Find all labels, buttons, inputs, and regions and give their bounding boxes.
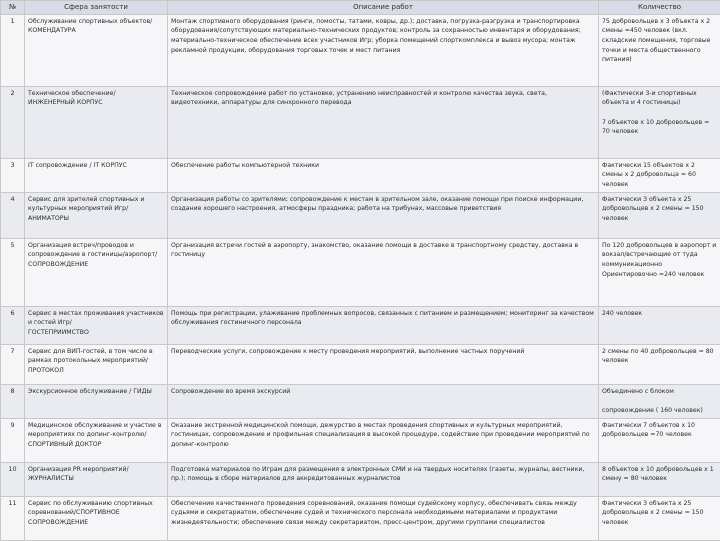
header-description: Описание работ: [168, 1, 599, 15]
row-quantity: Фактически 3 объекта х 25 добровольцев х 2 смены = 150 человек: [599, 496, 720, 540]
table-row: [1, 418, 720, 462]
row-sphere: Сервис для зрителей спортивных и культурных мероприятий Игр/ АНИМАТОРЫ: [25, 192, 168, 238]
table-row: [1, 14, 720, 86]
row-quantity: 240 человек: [599, 306, 720, 344]
row-sphere: Медицинское обслуживание и участие в мероприятиях по допинг-контролю/СПОРТИВНЫЙ ДОКТОР: [25, 418, 168, 462]
row-description: Монтаж спортивного оборудования (ринги, помосты, татами, ковры, др.); доставка, погрузка-разгрузка и транспортировка оборудования/сопутствующих материально-технических продуктов; контроль за сохранностью инвентаря и оборудования; материально-техническое обеспечение всех участников Игр; уборка помещений спорткомплекса и вывоз мусора; монтаж рекламной продукции, оборудования торговых точек и мест питания: [168, 14, 599, 86]
row-num: 6: [1, 306, 25, 344]
row-num: 7: [1, 344, 25, 384]
row-num: 3: [1, 158, 25, 192]
row-quantity: Фактически 3 объекта х 25 добровольцев х 2 смены = 150 человек: [599, 192, 720, 238]
header-quantity: Количество: [599, 1, 720, 15]
row-sphere: Обслуживание спортивных объектов/ КОМЕНДАТУРА: [25, 14, 168, 86]
row-quantity: 2 смены по 40 добровольцев = 80 человек: [599, 344, 720, 384]
row-description: Организация работы со зрителями; сопровождение к местам в зрительном зале, оказание помощи при поиске информации, создание хорошего настроения, атмосферы праздника; работа на трибунах, массовые приветствия: [168, 192, 599, 238]
header-num: №: [1, 1, 25, 15]
row-description: Оказание экстренной медицинской помощи, дежурство в местах проведения спортивных и культурных мероприятий, гостиницах, сопровождение и профильная специализация в высокой процедуре, содействие при проведении мероприятий по допинг-контролю: [168, 418, 599, 462]
row-quantity: 8 объектов х 10 добровольцев х 1 смену = 80 человек: [599, 462, 720, 496]
row-description: Техническое сопровождение работ по установке, устранению неисправностей и контролю качества звука, света, видеотехники, аппаратуры для синхронного перевода: [168, 86, 599, 158]
table-row: [1, 344, 720, 384]
row-num: 1: [1, 14, 25, 86]
row-num: 8: [1, 384, 25, 418]
row-description: Сопровождение во время экскурсий: [168, 384, 599, 418]
row-sphere: Сервис для ВИП-гостей, в том числе в рамках протокольных мероприятий/ПРОТОКОЛ: [25, 344, 168, 384]
row-sphere: Организация PR мероприятий/ ЖУРНАЛИСТЫ: [25, 462, 168, 496]
row-quantity: По 120 добровольцев в аэропорт и вокзал/встречающие от туда коммуникационно Ориентировочно =240 человек: [599, 238, 720, 306]
table-row: [1, 192, 720, 238]
table-row: [1, 158, 720, 192]
row-num: 11: [1, 496, 25, 540]
table-row: [1, 86, 720, 158]
row-num: 9: [1, 418, 25, 462]
row-description: Обеспечение работы компьютерной техники: [168, 158, 599, 192]
row-quantity: Фактически 15 объектов х 2 смены х 2 добровольца = 60 человек: [599, 158, 720, 192]
row-description: Переводческие услуги, сопровождение к месту проведения мероприятий, выполнение частных поручений: [168, 344, 599, 384]
row-description: Помощь при регистрации, улаживание проблемных вопросов, связанных с питанием и размещением; мониторинг за качеством обслуживания гостиничного персонала: [168, 306, 599, 344]
table-row: [1, 462, 720, 496]
row-sphere: Сервис в местах проживания участников и гостей Игр/ ГОСТЕПРИИМСТВО: [25, 306, 168, 344]
row-num: 2: [1, 86, 25, 158]
row-sphere: Экскурсионное обслуживание / ГИДЫ: [25, 384, 168, 418]
row-quantity: (Фактически 3-и спортивных объекта и 4 гостиницы) 7 объектов х 10 добровольцев = 70 человек: [599, 86, 720, 158]
row-num: 5: [1, 238, 25, 306]
row-sphere: Организация встреч/проводов и сопровождение в гостиницы/аэропорт/ СОПРОВОЖДЕНИЕ: [25, 238, 168, 306]
header-sphere: Сфера занятости: [25, 1, 168, 15]
row-num: 10: [1, 462, 25, 496]
table-row: [1, 384, 720, 418]
row-quantity: 75 добровольцев х 3 объекта х 2 смены =450 человек (вкл. складские помещения, торговые точки и места общественного питания): [599, 14, 720, 86]
row-description: Организация встречи гостей в аэропорту, знакомство, оказание помощи в доставке в транспортному средству, доставка в гостиницу: [168, 238, 599, 306]
row-num: 4: [1, 192, 25, 238]
row-sphere: Сервис по обслуживанию спортивных соревнований/СПОРТИВНОЕ СОПРОВОЖДЕНИЕ: [25, 496, 168, 540]
table-row: [1, 496, 720, 540]
row-quantity: Объединено с блоком сопровождение ( 160 человек): [599, 384, 720, 418]
table-row: [1, 306, 720, 344]
row-sphere: IT сопровождение / IT КОРПУС: [25, 158, 168, 192]
header-row: [1, 1, 720, 15]
row-quantity: Фактически 7 объектов х 10 добровольцев =70 человек: [599, 418, 720, 462]
row-description: Обеспечение качественного проведения соревнований, оказание помощи судейскому корпусу, обеспечивать связь между судьями и секретариатом, обеспечение судей и технического персонала необходимыми материалами и продуктами жизнедеятельности; обеспечение связи между секретариатом, пресс-центром, другими группами специалистов: [168, 496, 599, 540]
row-description: Подготовка материалов по Играм для размещения в электронных СМИ и на твердых носителях (газеты, журналы, вестники, пр.); помощь в сборе материалов для аккредитованных журналистов: [168, 462, 599, 496]
row-sphere: Техническое обеспечение/ ИНЖЕНЕРНЫЙ КОРПУС: [25, 86, 168, 158]
table-row: [1, 238, 720, 306]
